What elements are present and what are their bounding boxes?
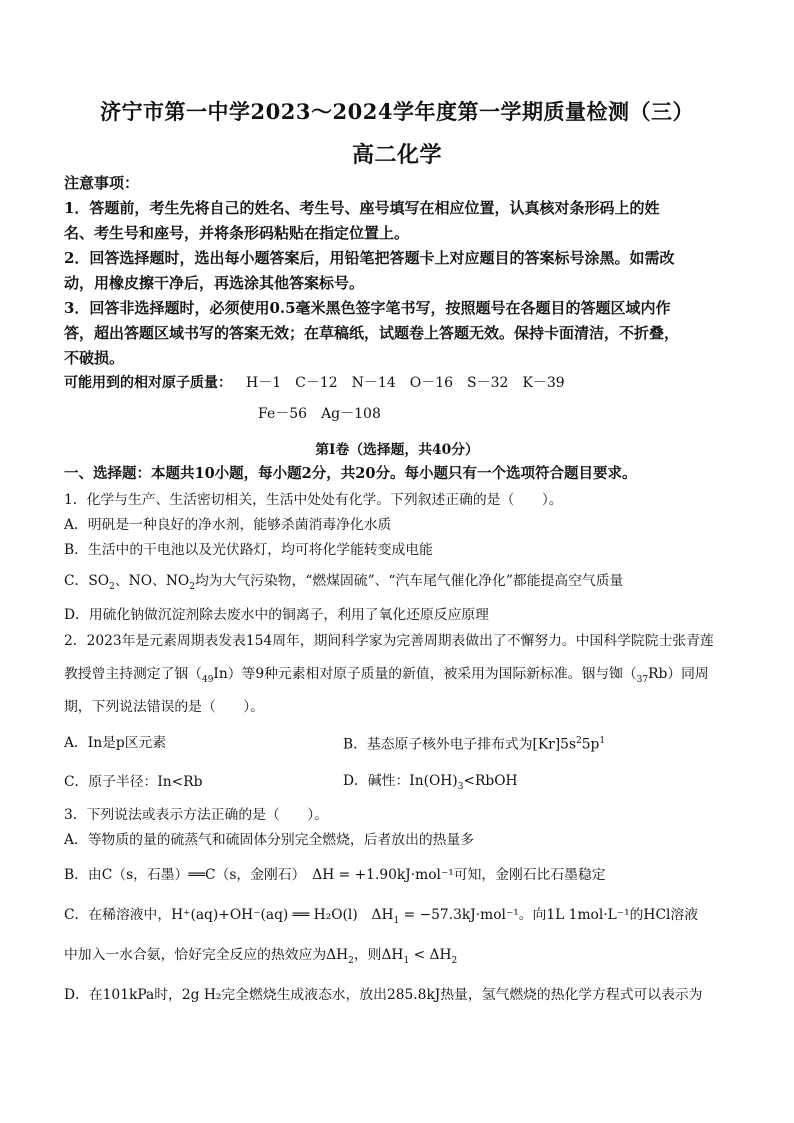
notice-line: 1．答题前，考生先将自己的姓名、考生号、座号填写在相应位置，认真核对条形码上的姓 <box>64 199 660 217</box>
question-3-option-d: D．在101kPa时，2g H₂完全燃烧生成液态水，放出285.8kJ热量，氢气燃烧的热化学方程式可以表示为 <box>64 987 703 1003</box>
atomic-mass-label: 可能用到的相对原子质量： <box>64 375 232 391</box>
exam-subject: 高二化学 <box>351 142 442 168</box>
notice-line: 3．回答非选择题时，必须使用0.5毫米黑色签字笔书写，按照题号在各题目的答题区域内作 <box>64 299 671 317</box>
notice-line: 不破损。 <box>64 349 125 367</box>
question-2-stem-line-1: 2．2023年是元素周期表发表154周年，期间科学家为完善周期表做出了不懈努力。中国科学院院士张青莲 <box>64 633 714 649</box>
question-1-option-d: D．用硫化钠做沉淀剂除去废水中的铜离子，利用了氧化还原反应原理 <box>64 607 489 623</box>
atomic-mass-row-2: Fe－56 Ag－108 <box>258 406 381 422</box>
notice-line: 答，超出答题区域书写的答案无效；在草稿纸，试题卷上答题无效。保持卡面清洁，不折叠， <box>64 324 680 342</box>
question-2-stem-line-3: 期，下列说法错误的是（ ）。 <box>64 699 265 715</box>
notice-line: 2．回答选择题时，选出每小题答案后，用铅笔把答题卡上对应题目的答案标号涂黑。如需改 <box>64 249 675 267</box>
exam-title: 济宁市第一中学2023～2024学年度第一学期质量检测（三） <box>100 99 694 124</box>
question-1-option-a: A．明矾是一种良好的净水剂，能够杀菌消毒净化水质 <box>64 517 392 533</box>
question-2-option-d: D．碱性：$In(OH)_3<RbOH$ <box>343 773 518 792</box>
question-2-option-b: B．基态原子核外电子排布式为$[Kr]5s^25p^1$ <box>343 736 606 753</box>
question-3-stem: 3．下列说法或表示方法正确的是（ ）。 <box>64 807 329 823</box>
notice-line: 动，用橡皮擦干净后，再选涂其他答案标号。 <box>64 274 365 292</box>
question-2-stem-line-2: 教授曾主持测定了铟$(_{49}In)$等9种元素相对原子质量的新值，被采用为国际新标准。铟与铷$(_{37}Rb)$同周 <box>64 666 709 685</box>
question-1-option-c: C．$SO_2$、NO、$NO_2$均为大气污染物，“燃煤固硫”、“汽车尾气催化净化”都能提高空气质量 <box>64 573 624 592</box>
section-title: 第Ⅰ卷（选择题，共40分） <box>315 442 479 458</box>
question-3-option-c: C．在稀溶液中，H⁺(aq)+OH⁻(aq) ══ H₂O(l) $\Delta H_1 = -57.3kJ\cdot mol^{-1}$。向1L 1mol·L⁻¹的HCl溶液 <box>64 907 699 926</box>
question-3-option-c-continued: 中加入一水合氨，恰好完全反应的热效应为$\Delta H_2$，则$\Delta H_1 < \Delta H_2$ <box>64 947 458 966</box>
question-1-stem: 1．化学与生产、生活密切相关，生活中处处有化学。下列叙述正确的是（ ）。 <box>64 492 563 508</box>
question-2-option-c: C．原子半径：In<Rb <box>64 774 203 790</box>
notice-heading: 注意事项： <box>64 174 140 192</box>
section-instruction: 一、选择题：本题共10小题，每小题2分，共20分。每小题只有一个选项符合题目要求。 <box>64 465 637 482</box>
question-3-option-a: A．等物质的量的硫蒸气和硫固体分别完全燃烧，后者放出的热量多 <box>64 832 475 848</box>
question-1-option-b: B．生活中的干电池以及光伏路灯，均可将化学能转变成电能 <box>64 542 433 558</box>
atomic-mass-row-1: 可能用到的相对原子质量： H－1 C－12 N－14 O－16 S－32 K－39 <box>64 375 565 391</box>
question-3-option-b: B．由C（s，石墨）══C（s，金刚石） ΔH = +1.90kJ·mol⁻¹可知，金刚石比石墨稳定 <box>64 867 606 883</box>
notice-line: 名、考生号和座号，并将条形码粘贴在指定位置上。 <box>64 224 410 242</box>
question-2-option-a: A．In是p区元素 <box>64 735 167 751</box>
